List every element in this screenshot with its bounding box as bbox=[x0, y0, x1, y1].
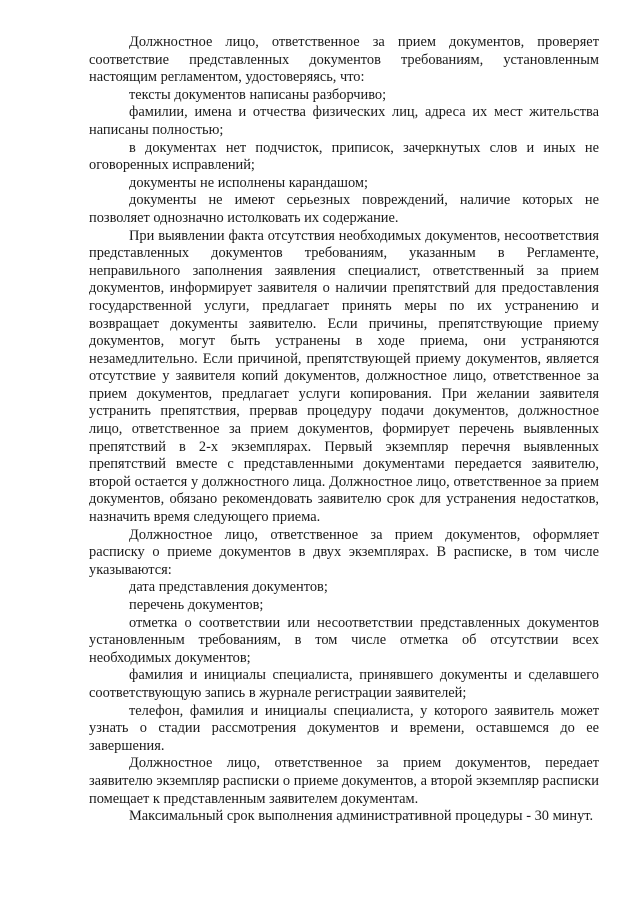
paragraph-missing-documents: При выявлении факта отсутствия необходимых документов, несоответствия представленных документов требованиям, указанным в Регламенте, неправильного заполнения заявления специалист, ответственный за прием документов, информирует заявителя о наличии препятствий для предоставления государственной услуги, предлагает принять меры по их устранению и возвращает документы заявителю. Если причины, препятствующие приему документов, могут быть устранены в ходе приема, они устраняются незамедлительно. Если причиной, препятствующей приему документов, является отсутствие у заявителя копий документов, должностное лицо, ответственное за прием документов, предлагает услуги копирования. При желании заявителя устранить препятствия, прервав процедуру подачи документов, должностное лицо, ответственное за прием документов, формирует перечень выявленных препятствий в 2-х экземплярах. Первый экземпляр перечня выявленных препятствий вместе с представленными документами передается заявителю, второй остается у должностного лица. Должностное лицо, ответственное за прием документов, обязано рекомендовать заявителю срок для устранения недостатков, назначить время следующего приема. bbox=[89, 227, 599, 526]
paragraph-max-duration: Максимальный срок выполнения административной процедуры - 30 минут. bbox=[129, 808, 594, 825]
paragraph-check-damage: документы не имеют серьезных повреждений, наличие которых не позволяет однозначно истолковать их содержание. bbox=[89, 192, 599, 226]
paragraph-receipt-specialist: фамилия и инициалы специалиста, принявшего документы и сделавшего соответствующую запись в журнале регистрации заявителей; bbox=[89, 667, 599, 701]
paragraph-receipt: Должностное лицо, ответственное за прием документов, оформляет расписку о приеме документов в двух экземплярах. В расписке, в том числе указываются: bbox=[89, 526, 599, 578]
paragraph-check-legible: тексты документов написаны разборчиво; bbox=[129, 86, 387, 103]
paragraph-receipt-date: дата представления документов; bbox=[129, 579, 328, 596]
document-page bbox=[89, 34, 599, 826]
paragraph-receipt-phone: телефон, фамилия и инициалы специалиста, у которого заявитель может узнать о стадии рассмотрения документов и времени, оставшемся до ее завершения. bbox=[89, 702, 599, 754]
paragraph-intro: Должностное лицо, ответственное за прием документов, проверяет соответствие представленных документов требованиям, установленным настоящим регламентом, удостоверяясь, что: bbox=[89, 34, 599, 86]
paragraph-receipt-list: перечень документов; bbox=[129, 597, 264, 613]
paragraph-check-names: фамилии, имена и отчества физических лиц, адреса их мест жительства написаны полностью; bbox=[89, 104, 599, 138]
paragraph-receipt-handover: Должностное лицо, ответственное за прием документов, передает заявителю экземпляр расписки о приеме документов, а второй экземпляр расписки помещает к представленным заявителем документам. bbox=[89, 755, 599, 807]
paragraph-receipt-compliance: отметка о соответствии или несоответствии представленных документов установленным требованиям, в том числе отметка об отсутствии всех необходимых документов; bbox=[89, 614, 599, 666]
paragraph-check-pencil: документы не исполнены карандашом; bbox=[129, 174, 369, 191]
paragraph-check-corrections: в документах нет подчисток, приписок, зачеркнутых слов и иных не оговоренных исправлений; bbox=[89, 139, 599, 174]
